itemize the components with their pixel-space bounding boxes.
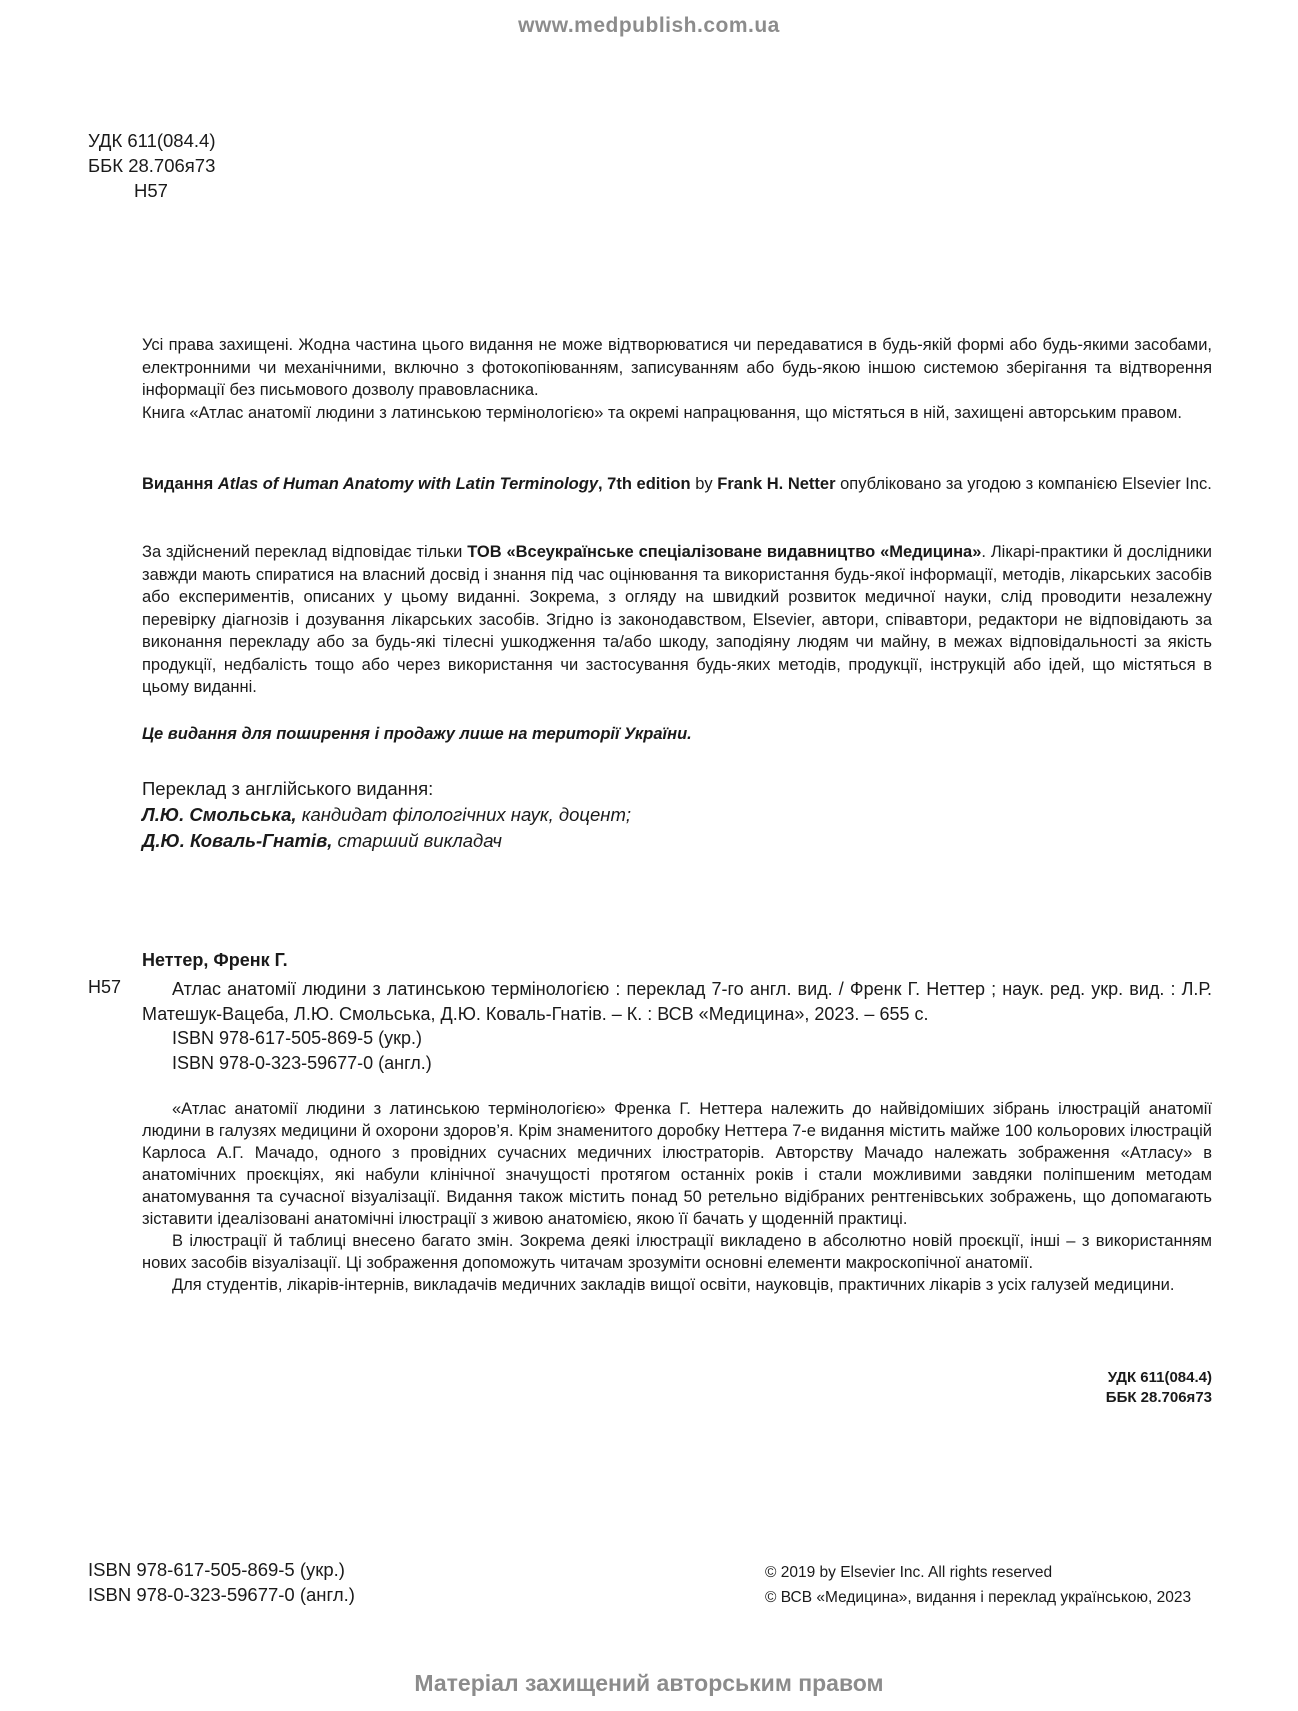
edition-by: by <box>695 475 713 493</box>
copyright-elsevier: © 2019 by Elsevier Inc. All rights reserved <box>765 1564 1053 1581</box>
edition-notice <box>142 473 1212 496</box>
edition-author: Frank H. Netter <box>717 475 836 493</box>
footer-isbn <box>88 1557 355 1607</box>
annotation-bbk: ББК 28.706я73 <box>1105 1389 1212 1406</box>
disclaimer <box>142 541 1212 699</box>
translator-1-role: кандидат філологічних наук, доцент; <box>296 804 631 825</box>
edition-number: , 7th edition <box>598 475 691 493</box>
biblio-isbn-ua: ISBN 978-617-505-869-5 (укр.) <box>172 1028 423 1048</box>
translator-2-role: старший викладач <box>332 830 502 851</box>
disclaimer-post: . Лікарі-практики й дослідники завжди мають спиратися на власний досвід і знання під час оцінювання та використання будь-якої інформації, методів, лікарських засобів або експериментів, описаних у цьому виданні. Зокрема, з огляду на швидкий розвиток медичної науки, слід проводити незалежну перевірку діагнозів і дозування лікарських засобів. Згідно із законодавством, Elsevier, автори, співавтори, редактори не відповідають за виконання перекладу або за будь-які тілесні ушкодження та/або шкоду, заподіяну людям чи майну, в межах відповідальності за якість продукції, недбалість тощо або через використання чи застосування будь-яких методів, продукції, інструкцій або ідей, що містяться в цьому виданні. <box>142 543 1212 696</box>
translator-2-name: Д.Ю. Коваль-Гнатів, <box>142 830 333 851</box>
disclaimer-org: ТОВ «Всеукраїнське спеціалізоване видавництво «Медицина» <box>467 543 982 561</box>
biblio-author: Неттер, Френк Г. <box>142 950 288 970</box>
annotation-paragraph-3: Для студентів, лікарів-інтернів, викладачів медичних закладів вищої освіти, науковців, практичних лікарів з усіх галузей медицини. <box>172 1276 1175 1294</box>
translator-1-name: Л.Ю. Смольська, <box>142 804 297 825</box>
watermark-copyright: Матеріал захищений авторським правом <box>414 1670 884 1696</box>
edition-lead: Видання <box>142 475 214 493</box>
footer-copyright <box>765 1560 1191 1610</box>
copyright-medicine: © ВСВ «Медицина», видання і переклад українською, 2023 <box>765 1589 1192 1606</box>
footer-isbn-ua: ISBN 978-617-505-869-5 (укр.) <box>88 1559 345 1580</box>
annotation-paragraph-1: «Атлас анатомії людини з латинською термінологією» Френка Г. Неттера належить до найвідоміших зібрань ілюстрацій анатомії людини в галузях медицини й охорони здоров’я. Крім знаменитого доробку Неттера 7-е видання містить майже 100 кольорових ілюстрацій Карлоса А.Г. Мачадо, одного з провідних сучасних медичних ілюстраторів. Авторству Мачадо належать зображення «Атласу» в анатомічних проєкціях, які набули клінічної значущості протягом останніх років і стали можливими завдяки поліпшеним методам анатомування та сучасної візуалізації. Видання також містить понад 50 ретельно відібраних рентгенівських зображень, що допомагають зіставити ідеалізовані анатомічні ілюстрації з живою анатомією, якою її бачать у щоденній практиці. <box>142 1100 1212 1228</box>
biblio-mark: Н57 <box>88 977 122 997</box>
disclaimer-pre: За здійснений переклад відповідає тільки <box>142 543 463 561</box>
annotation-codes <box>1106 1368 1212 1408</box>
biblio-text: Атлас анатомії людини з латинською термінологією : переклад 7-го англ. вид. / Френк Г. Неттер ; наук. ред. укр. вид. : Л.Р. Матешук-Вацеба, Л.Ю. Смольська, Д.Ю. Коваль-Гнатів. – К. : ВСВ «Медицина», 2023. – 655 с. <box>142 979 1212 1024</box>
author-mark: Н57 <box>134 180 168 201</box>
translation-credits <box>142 776 631 854</box>
rights-line-1: Усі права захищені. Жодна частина цього видання не може відтворюватися чи передаватися в будь-якій формі або будь-якими засобами, електронними чи механічними, включно з фотокопіюванням, записуванням або будь-якою іншою системою зберігання та відтворення інформації без письмового дозволу правовласника. <box>142 336 1212 399</box>
edition-rest: опубліковано за угодою з компанією Elsevier Inc. <box>840 475 1212 493</box>
annotation <box>142 1098 1212 1296</box>
translation-heading: Переклад з англійського видання: <box>142 778 434 799</box>
territory-notice: Це видання для поширення і продажу лише на території України. <box>142 725 692 743</box>
edition-title: Atlas of Human Anatomy with Latin Terminology <box>217 475 599 493</box>
biblio-description <box>142 977 1212 1027</box>
rights-notice <box>142 334 1212 424</box>
classification-codes <box>88 128 215 203</box>
bbk-code: ББК 28.706я73 <box>88 155 216 176</box>
annotation-udk: УДК 611(084.4) <box>1107 1369 1212 1386</box>
biblio-isbn-en: ISBN 978-0-323-59677-0 (англ.) <box>172 1053 432 1073</box>
watermark-url: www.medpublish.com.ua <box>518 14 780 37</box>
rights-line-2: Книга «Атлас анатомії людини з латинською термінологією» та окремі напрацювання, що містяться в ній, захищені авторським правом. <box>142 403 1182 422</box>
udk-code: УДК 611(084.4) <box>88 130 216 151</box>
translator-1 <box>142 802 631 828</box>
translator-2 <box>142 828 631 854</box>
footer-isbn-en: ISBN 978-0-323-59677-0 (англ.) <box>88 1584 355 1605</box>
annotation-paragraph-2: В ілюстрації й таблиці внесено багато змін. Зокрема деякі ілюстрації викладено в абсолютно новій проєкції, інші – з використанням нових засобів візуалізації. Ці зображення допоможуть читачам зрозуміти основні елементи макроскопічної анатомії. <box>142 1232 1212 1272</box>
